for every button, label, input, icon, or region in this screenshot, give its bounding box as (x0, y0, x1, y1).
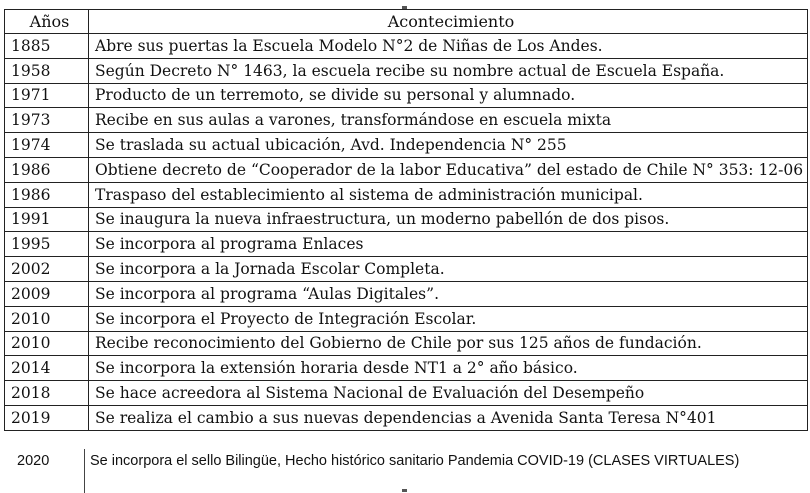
table-row (5, 182, 808, 207)
last-row-event: Se incorpora el sello Bilingüe, Hecho histórico sanitario Pandemia COVID-19 (CLASES VIRTUALES) (90, 453, 740, 469)
row-year: 2002 (5, 257, 89, 282)
row-year: 1971 (5, 83, 89, 108)
column-divider (84, 449, 85, 493)
header-event: Acontecimiento (89, 10, 808, 34)
row-year: 2010 (5, 306, 89, 331)
table-row (5, 58, 808, 83)
row-event: Se incorpora a la Jornada Escolar Completa. (89, 257, 808, 282)
row-event: Se incorpora el Proyecto de Integración Escolar. (89, 306, 808, 331)
row-event: Recibe reconocimiento del Gobierno de Chile por sus 125 años de fundación. (89, 331, 808, 356)
table-row (5, 207, 808, 232)
table-row (5, 306, 808, 331)
table-row (5, 381, 808, 406)
row-event: Obtiene decreto de “Cooperador de la labor Educativa” del estado de Chile N° 353: 12-06 (89, 157, 808, 182)
table-row (5, 34, 808, 59)
row-year: 2010 (5, 331, 89, 356)
row-year: 2018 (5, 381, 89, 406)
table-header-row (5, 10, 808, 34)
row-year: 1973 (5, 108, 89, 133)
row-year: 2009 (5, 281, 89, 306)
history-table (4, 9, 808, 431)
row-year: 1974 (5, 133, 89, 158)
table-row (5, 157, 808, 182)
row-event: Se incorpora la extensión horaria desde NT1 a 2° año básico. (89, 356, 808, 381)
row-year: 2019 (5, 405, 89, 430)
row-event: Recibe en sus aulas a varones, transformándose en escuela mixta (89, 108, 808, 133)
selection-handle-top (402, 6, 407, 9)
table-body (5, 34, 808, 431)
table-row (5, 232, 808, 257)
header-year: Años (5, 10, 89, 34)
table-row (5, 83, 808, 108)
table-row (5, 108, 808, 133)
row-event: Se realiza el cambio a sus nuevas dependencias a Avenida Santa Teresa N°401 (89, 405, 808, 430)
row-event: Traspaso del establecimiento al sistema de administración municipal. (89, 182, 808, 207)
row-event: Según Decreto N° 1463, la escuela recibe su nombre actual de Escuela España. (89, 58, 808, 83)
table-row (5, 133, 808, 158)
row-year: 1986 (5, 157, 89, 182)
last-row-year: 2020 (17, 453, 50, 469)
row-event: Se traslada su actual ubicación, Avd. Independencia N° 255 (89, 133, 808, 158)
row-year: 2014 (5, 356, 89, 381)
row-event: Se inaugura la nueva infraestructura, un moderno pabellón de dos pisos. (89, 207, 808, 232)
table-row (5, 405, 808, 430)
row-year: 1995 (5, 232, 89, 257)
table-row (5, 281, 808, 306)
row-year: 1885 (5, 34, 89, 59)
selection-handle-bottom (402, 489, 407, 492)
table-row (5, 257, 808, 282)
row-event: Se incorpora al programa “Aulas Digitales”. (89, 281, 808, 306)
row-year: 1958 (5, 58, 89, 83)
row-event: Se hace acreedora al Sistema Nacional de Evaluación del Desempeño (89, 381, 808, 406)
row-year: 1986 (5, 182, 89, 207)
row-event: Abre sus puertas la Escuela Modelo N°2 de Niñas de Los Andes. (89, 34, 808, 59)
table-row (5, 356, 808, 381)
row-year: 1991 (5, 207, 89, 232)
row-event: Se incorpora al programa Enlaces (89, 232, 808, 257)
row-event: Producto de un terremoto, se divide su personal y alumnado. (89, 83, 808, 108)
last-row (0, 449, 810, 493)
table-row (5, 331, 808, 356)
